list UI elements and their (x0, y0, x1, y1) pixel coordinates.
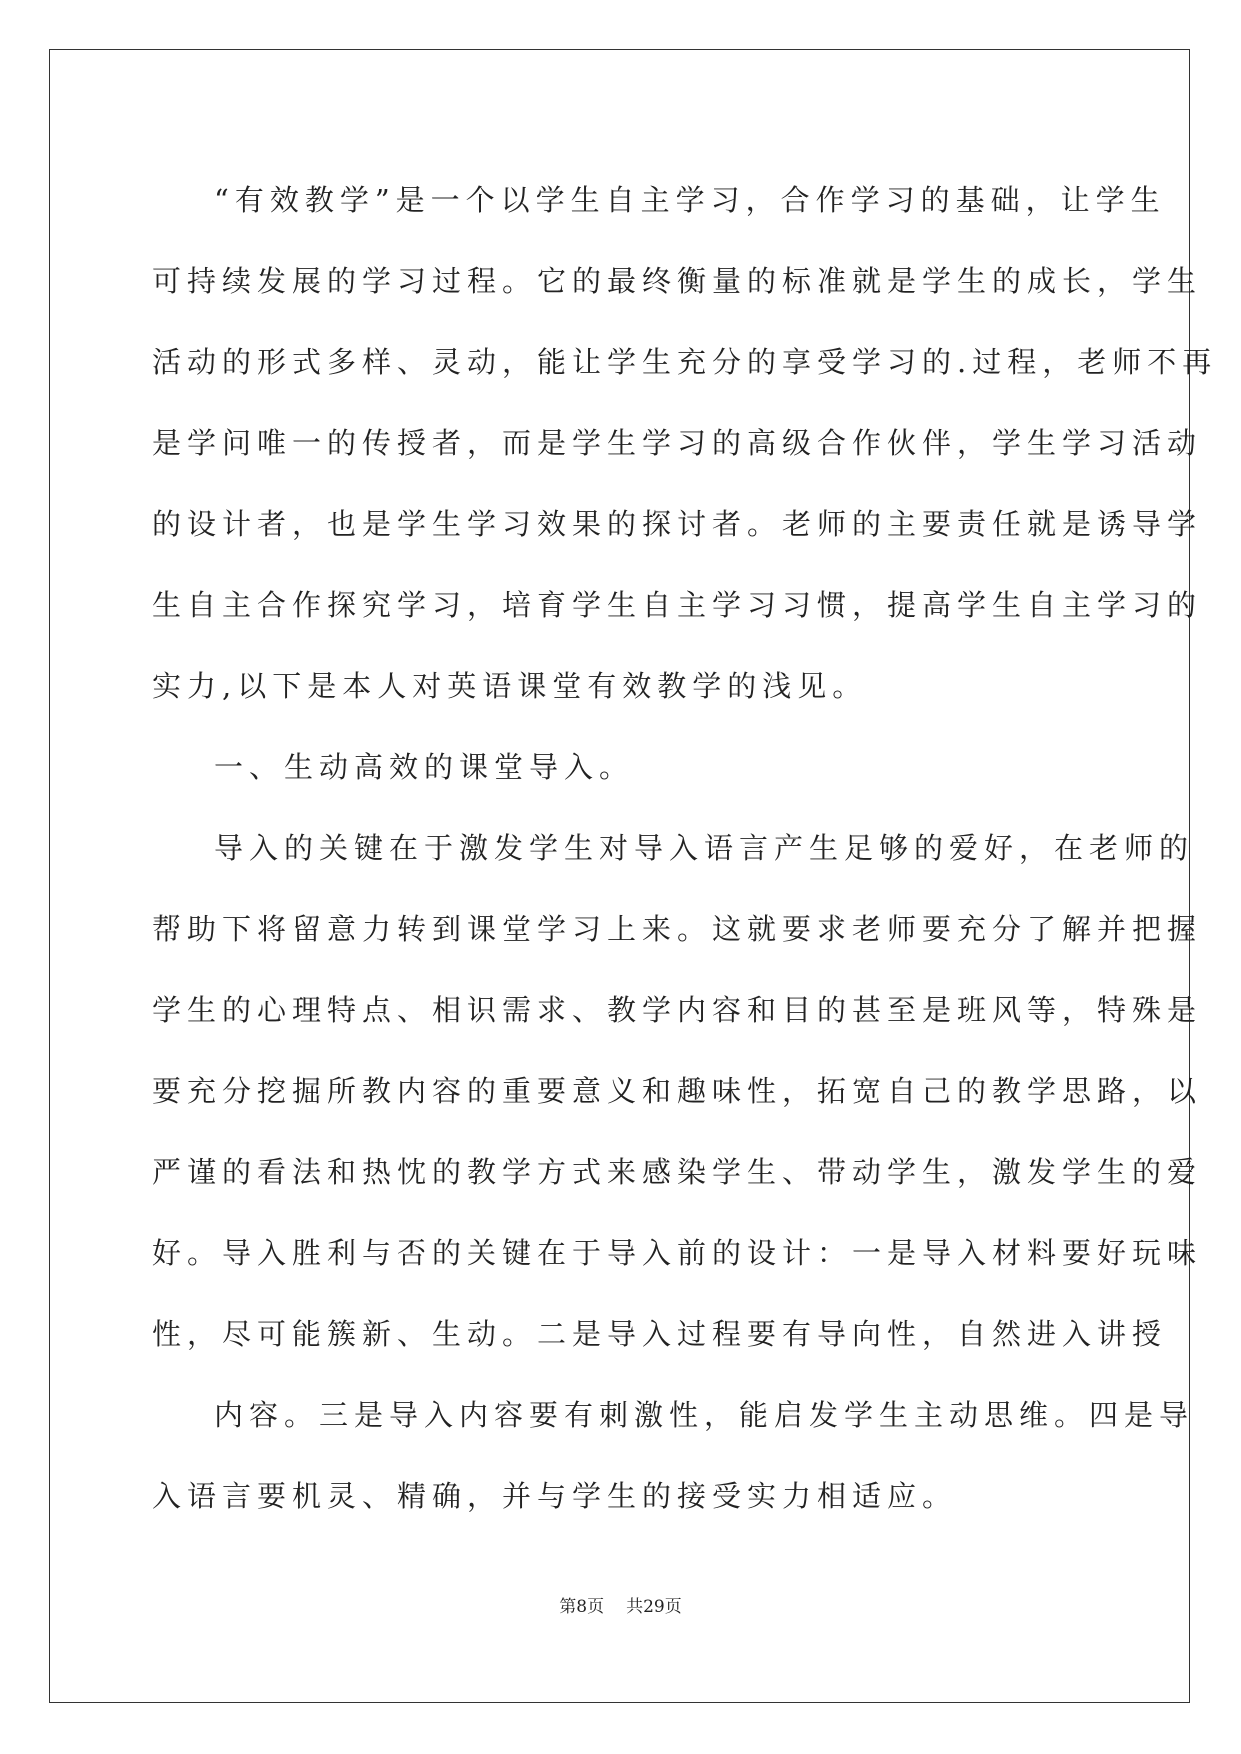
section-heading: 一、生动高效的课堂导入。 (214, 750, 635, 784)
text-line: 实力,以下是本人对英语课堂有效教学的浅见。 (152, 669, 868, 703)
text-line: 好。导入胜利与否的关键在于导入前的设计：一是导入材料要好玩味 (152, 1236, 1203, 1270)
text-line: 内容。三是导入内容要有刺激性，能启发学生主动思维。四是导 (214, 1398, 1195, 1432)
text-line: 严谨的看法和热忱的教学方式来感染学生、带动学生，激发学生的爱 (152, 1155, 1203, 1189)
text-line: 活动的形式多样、灵动，能让学生充分的享受学习的.过程，老师不再 (152, 345, 1218, 379)
page-footer (0, 1592, 1241, 1617)
text-line: 是学问唯一的传授者，而是学生学习的高级合作伙伴，学生学习活动 (152, 426, 1203, 460)
text-line: 帮助下将留意力转到课堂学习上来。这就要求老师要充分了解并把握 (152, 912, 1203, 946)
page-total: 共29页 (626, 1597, 682, 1617)
page-number: 第8页 (559, 1597, 605, 1617)
text-line: 入语言要机灵、精确，并与学生的接受实力相适应。 (152, 1479, 958, 1513)
text-line: 的设计者，也是学生学习效果的探讨者。老师的主要责任就是诱导学 (152, 507, 1203, 541)
document-body (152, 160, 1218, 1537)
text-line: 导入的关键在于激发学生对导入语言产生足够的爱好，在老师的 (214, 831, 1195, 865)
text-line: 生自主合作探究学习，培育学生自主学习习惯，提高学生自主学习的 (152, 588, 1203, 622)
text-line: 性，尽可能簇新、生动。二是导入过程要有导向性，自然进入讲授 (152, 1317, 1168, 1351)
text-line: 学生的心理特点、相识需求、教学内容和目的甚至是班风等，特殊是 (152, 993, 1203, 1027)
text-line: 要充分挖掘所教内容的重要意义和趣味性，拓宽自己的教学思路，以 (152, 1074, 1203, 1108)
text-line: “有效教学”是一个以学生自主学习，合作学习的基础，让学生 (214, 183, 1166, 217)
text-line: 可持续发展的学习过程。它的最终衡量的标准就是学生的成长，学生 (152, 264, 1203, 298)
